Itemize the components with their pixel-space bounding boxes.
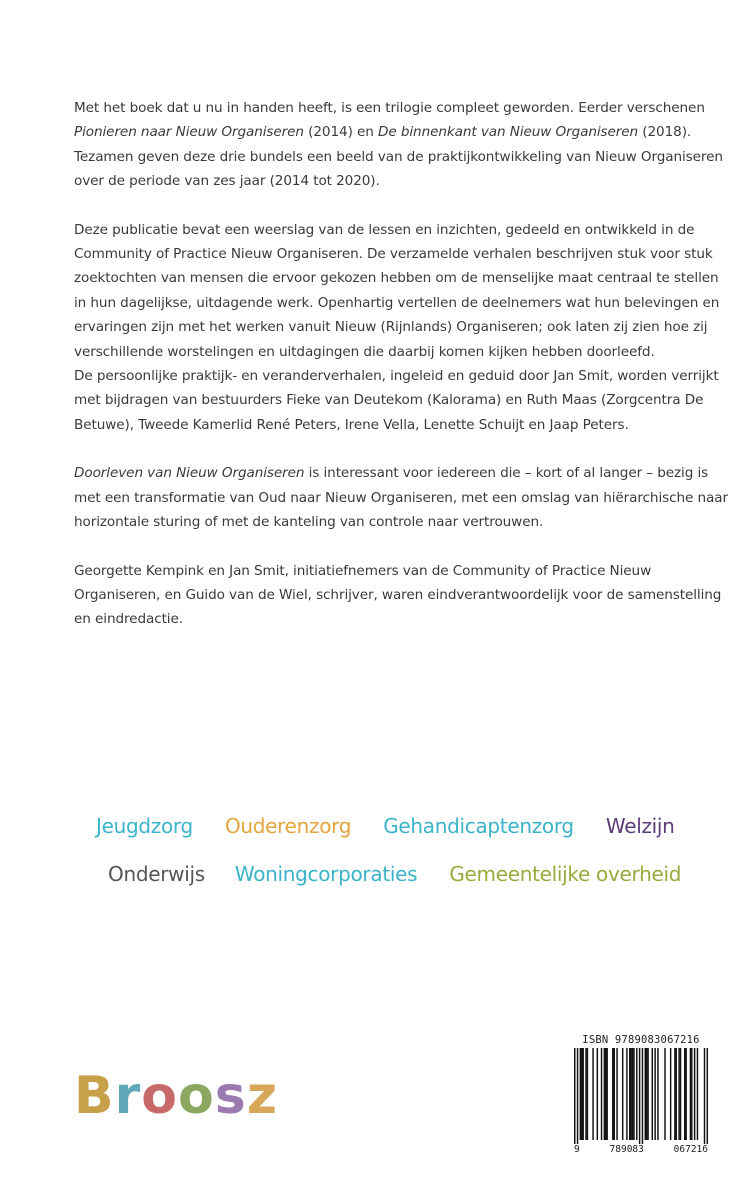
barcode-bar (690, 1048, 691, 1140)
paragraph-3 (74, 364, 719, 437)
barcode-bar (580, 1048, 581, 1140)
paragraph-4 (74, 461, 728, 534)
logo-letter: s (214, 1066, 247, 1126)
text-line: en eindredactie. (74, 611, 183, 628)
text-line (74, 461, 709, 485)
book-title: Pionieren naar Nieuw Organiseren (74, 124, 304, 141)
text-line: over de periode van zes jaar (2014 tot 2020). (74, 173, 380, 190)
text-fragment: (2018). (638, 124, 692, 141)
barcode-bar (604, 1048, 605, 1140)
text-line: Tezamen geven deze drie bundels een beeld van de praktijkontwikkeling van Nieuw Organiseren (74, 148, 723, 165)
barcode-bar (613, 1048, 614, 1140)
text-line: Organiseren, en Guido van de Wiel, schrijver, waren eindverantwoordelijk voor de samenstelling (74, 586, 722, 603)
logo-letter: B (74, 1066, 115, 1126)
barcode-bar (704, 1048, 705, 1144)
blurb-text (74, 96, 728, 656)
text-line: Georgette Kempink en Jan Smit, initiatiefnemers van de Community of Practice Nieuw (74, 562, 652, 579)
barcode-bar (581, 1048, 582, 1140)
barcode-bar (685, 1048, 686, 1140)
barcode-bar (676, 1048, 677, 1140)
barcode-bar (632, 1048, 633, 1140)
barcode-bar (629, 1048, 630, 1140)
barcode-bar (597, 1048, 598, 1140)
text-line: in hun dagelijkse, uitdagende werk. Openhartig vertellen de deelnemers wat hun belevingen en (74, 294, 720, 311)
barcode-bar (670, 1048, 671, 1140)
text-line: zoektochten van mensen die ervoor gekozen hebben om de menselijke maat centraal te stellen (74, 270, 719, 287)
barcode-bar (587, 1048, 588, 1140)
barcode-bar (654, 1048, 655, 1140)
sector-jeugdzorg: Jeugdzorg (96, 814, 193, 838)
barcode-bars (574, 1048, 708, 1144)
barcode-digit-group: 9 (574, 1144, 580, 1155)
text-line: met bijdragen van bestuurders Fieke van Deutekom (Kalorama) en Ruth Maas (Zorgcentra De (74, 392, 704, 409)
text-line: Betuwe), Tweede Kamerlid René Peters, Irene Vella, Lenette Schuijt en Jaap Peters. (74, 416, 629, 433)
book-title: De binnenkant van Nieuw Organiseren (378, 124, 639, 141)
barcode-bar (674, 1048, 675, 1140)
text-fragment: is interessant voor iedereen die – kort of al langer – bezig is (304, 465, 709, 482)
barcode-digit-group: 067216 (673, 1144, 708, 1155)
barcode-bar (577, 1048, 578, 1144)
barcode-bar (639, 1048, 640, 1144)
barcode-bar (646, 1048, 647, 1140)
sector-gemeentelijke-overheid: Gemeentelijke overheid (449, 862, 682, 886)
barcode-bar (592, 1048, 593, 1140)
barcode-digits (574, 1144, 708, 1155)
sector-welzijn: Welzijn (605, 814, 675, 838)
barcode-bar (680, 1048, 681, 1140)
barcode-bar (582, 1048, 583, 1140)
barcode-bar (636, 1048, 637, 1140)
barcode-bar (585, 1048, 586, 1140)
logo-letter: z (246, 1066, 278, 1126)
barcode-bar (694, 1048, 695, 1140)
barcode-bar (678, 1048, 679, 1140)
barcode-bar (647, 1048, 648, 1140)
text-line: Deze publicatie bevat een weerslag van de lessen en inzichten, gedeeld en ontwikkeld in de (74, 221, 695, 238)
book-title: Doorleven van Nieuw Organiseren (74, 465, 305, 482)
paragraph-5 (74, 559, 722, 632)
sector-row-1 (96, 814, 675, 838)
paragraph-1 (74, 96, 723, 194)
barcode-bar (691, 1048, 692, 1140)
sector-onderwijs: Onderwijs (108, 862, 205, 886)
barcode-bar (645, 1048, 646, 1140)
text-line: Community of Practice Nieuw Organiseren. De verzamelde verhalen beschrijven stuk voor stuk (74, 246, 713, 263)
publisher-logo (74, 1066, 278, 1126)
barcode-bar (707, 1048, 708, 1144)
logo-letter: o (178, 1066, 215, 1126)
logo-letter: r (114, 1066, 142, 1126)
barcode-bar (652, 1048, 653, 1140)
text-line: horizontale sturing of met de kanteling van controle naar vertrouwen. (74, 514, 544, 531)
barcode-bar (664, 1048, 665, 1140)
barcode-bar (574, 1048, 575, 1144)
paragraph-2 (74, 218, 720, 364)
text-line (74, 120, 696, 144)
barcode-bar (622, 1048, 623, 1140)
isbn-barcode (574, 1034, 708, 1160)
barcode-bar (633, 1048, 634, 1140)
barcode-bar (606, 1048, 607, 1140)
barcode-bar (626, 1048, 627, 1140)
barcode-bar (657, 1048, 658, 1140)
barcode-bar (630, 1048, 631, 1140)
sector-ouderenzorg: Ouderenzorg (224, 814, 352, 838)
sector-gehandicaptenzorg: Gehandicaptenzorg (383, 814, 574, 838)
text-fragment: (2014) en (303, 124, 378, 141)
barcode-bar (616, 1048, 617, 1140)
text-line: ervaringen zijn met het werken vanuit Nieuw (Rijnlands) Organiseren; ook laten zij zien hoe zij (74, 319, 708, 336)
barcode-bar (601, 1048, 602, 1140)
isbn-label: ISBN 9789083067216 (582, 1034, 700, 1046)
text-line: verschillende worstelingen en uitdagingen die daarbij komen kijken hebben doorleefd. (74, 343, 655, 360)
barcode-bar (684, 1048, 685, 1140)
text-line: met een transformatie van Oud naar Nieuw Organiseren, met een omslag van hiërarchische naar (74, 489, 728, 506)
barcode-digit-group: 789083 (609, 1144, 644, 1155)
text-line: De persoonlijke praktijk- en veranderverhalen, ingeleid en geduid door Jan Smit, worden verrijkt (74, 368, 719, 385)
barcode-bar (605, 1048, 606, 1140)
barcode-bar (642, 1048, 643, 1144)
barcode-bar (697, 1048, 698, 1140)
logo-letter: o (141, 1066, 179, 1126)
sector-woningcorporaties: Woningcorporaties (234, 862, 418, 886)
barcode-bar (612, 1048, 613, 1140)
sector-row-2 (108, 862, 681, 886)
text-line: Met het boek dat u nu in handen heeft, is een trilogie compleet geworden. Eerder verschenen (74, 100, 705, 116)
